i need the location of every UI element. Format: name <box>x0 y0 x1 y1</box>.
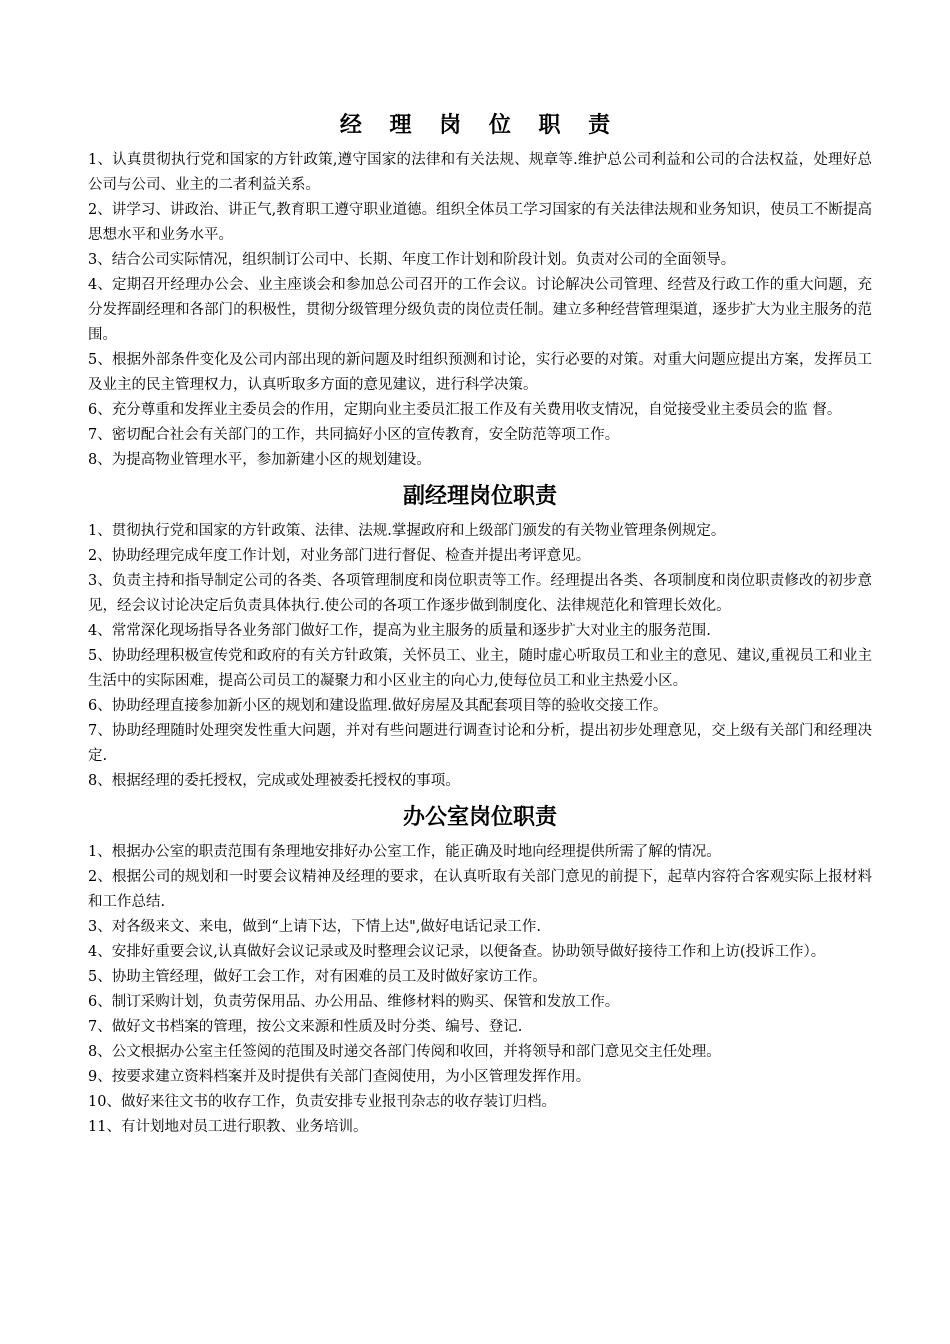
list-item: 11、有计划地对员工进行职教、业务培训。 <box>88 1119 368 1135</box>
list-item: 3、结合公司实际情况，组织制订公司中、长期、年度工作计划和阶段计划。负责对公司的全面领导。 <box>88 252 736 268</box>
list-item: 6、协助经理直接参加新小区的规划和建设监理.做好房屋及其配套项目等的验收交接工作。 <box>88 698 668 714</box>
section-title-office: 办公室岗位职责 <box>402 805 557 830</box>
list-item: 2、根据公司的规划和一时要会议精神及经理的要求，在认真听取有关部门意见的前提下，起草内容符合客观实际上报材料和工作总结. <box>88 869 872 910</box>
list-item: 7、密切配合社会有关部门的工作，共同搞好小区的宣传教育，安全防范等项工作。 <box>88 427 620 443</box>
list-item: 3、对各级来文、来电，做到“上请下达，下情上达",做好电话记录工作. <box>88 919 542 935</box>
list-item: 1、认真贯彻执行党和国家的方针政策,遵守国家的法律和有关法规、规章等.维护总公司利益和公司的合法权益，处理好总公司与公司、业主的二者利益关系。 <box>88 152 872 193</box>
list-item: 5、协助主管经理，做好工会工作，对有困难的员工及时做好家访工作。 <box>88 969 547 985</box>
list-item: 8、公文根据办公室主任签阅的范围及时递交各部门传阅和收回，并将领导和部门意见交主任处理。 <box>88 1044 721 1060</box>
section-title-manager: 经 理 岗 位 职 责 <box>339 113 621 138</box>
list-item: 5、协助经理积极宣传党和政府的有关方针政策，关怀员工、业主，随时虚心听取员工和业主的意见、建议,重视员工和业主生活中的实际困难，提高公司员工的凝聚力和小区业主的向心力,使每位员工和业主热爱小区。 <box>88 648 872 689</box>
office-duties-list <box>88 840 872 1140</box>
list-item: 4、安排好重要会议,认真做好会议记录或及时整理会议记录，以便备查。协助领导做好接待工作和上访(投诉工作）。 <box>88 944 826 960</box>
list-item: 9、按要求建立资料档案并及时提供有关部门查阅使用，为小区管理发挥作用。 <box>88 1069 591 1085</box>
list-item: 10、做好来往文书的收存工作，负责安排专业报刊杂志的收存装订归档。 <box>88 1094 556 1110</box>
list-item: 2、讲学习、讲政治、讲正气,教育职工遵守职业道德。组织全体员工学习国家的有关法律法规和业务知识，使员工不断提高思想水平和业务水平。 <box>88 202 872 243</box>
list-item: 1、贯彻执行党和国家的方针政策、法律、法规.掌握政府和上级部门颁发的有关物业管理条例规定。 <box>88 523 726 539</box>
manager-duties-list <box>88 148 872 473</box>
deputy-manager-duties-list <box>88 519 872 794</box>
list-item: 4、定期召开经理办公会、业主座谈会和参加总公司召开的工作会议。讨论解决公司管理、经营及行政工作的重大问题，充分发挥副经理和各部门的积极性，贯彻分级管理分级负责的岗位责任制。建立多种经营管理渠道，逐步扩大为业主服务的范围。 <box>88 277 872 343</box>
section-title-deputy-manager: 副经理岗位职责 <box>402 484 557 509</box>
list-item: 8、为提高物业管理水平，参加新建小区的规划建设。 <box>88 452 431 468</box>
list-item: 7、协助经理随时处理突发性重大问题，并对有些问题进行调查讨论和分析，提出初步处理意见，交上级有关部门和经理决定. <box>88 723 872 764</box>
list-item: 5、根据外部条件变化及公司内部出现的新问题及时组织预测和讨论，实行必要的对策。对重大问题应提出方案，发挥员工及业主的民主管理权力，认真听取多方面的意见建议，进行科学决策。 <box>88 352 872 393</box>
list-item: 6、制订采购计划，负责劳保用品、办公用品、维修材料的购买、保管和发放工作。 <box>88 994 620 1010</box>
list-item: 8、根据经理的委托授权，完成或处理被委托授权的事项。 <box>88 773 460 789</box>
list-item: 6、充分尊重和发挥业主委员会的作用，定期向业主委员汇报工作及有关费用收支情况，自觉接受业主委员会的监 督。 <box>88 402 842 418</box>
document-page <box>88 108 872 1140</box>
list-item: 2、协助经理完成年度工作计划，对业务部门进行督促、检查并提出考评意见。 <box>88 548 591 564</box>
list-item: 3、负责主持和指导制定公司的各类、各项管理制度和岗位职责等工作。经理提出各类、各项制度和岗位职责修改的初步意见，经会议讨论决定后负责具体执行.使公司的各项工作逐步做到制度化、法律规范化和管理长效化。 <box>88 573 872 614</box>
list-item: 1、根据办公室的职责范围有条理地安排好办公室工作，能正确及时地向经理提供所需了解的情况。 <box>88 844 721 860</box>
list-item: 7、做好文书档案的管理，按公文来源和性质及时分类、编号、登记. <box>88 1019 523 1035</box>
list-item: 4、常常深化现场指导各业务部门做好工作，提高为业主服务的质量和逐步扩大对业主的服务范围. <box>88 623 711 639</box>
